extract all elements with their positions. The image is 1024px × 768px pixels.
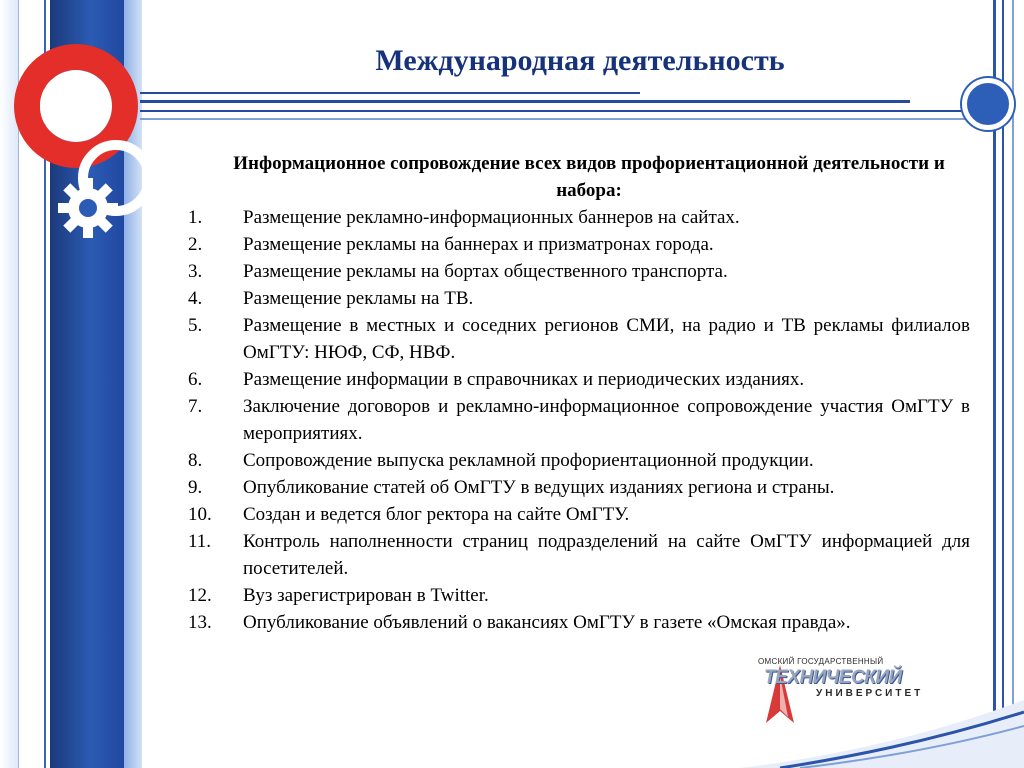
university-logo	[758, 655, 944, 725]
item-number: 6.	[188, 369, 203, 390]
logo-line-3: УНИВЕРСИТЕТ	[816, 688, 924, 699]
header-rule	[140, 92, 640, 94]
intro-heading: Информационное сопровождение всех видов профориентационной деятельности и набора:	[233, 153, 945, 201]
item-number: 3.	[188, 261, 203, 282]
list-item	[188, 285, 970, 312]
slide-content	[188, 150, 970, 636]
item-number: 9.	[188, 477, 203, 498]
item-number: 8.	[188, 450, 203, 471]
list-item	[188, 609, 970, 636]
item-text: Создан и ведется блог ректора на сайте ОмГТУ.	[243, 504, 630, 525]
item-number: 12.	[188, 585, 212, 606]
item-text: Размещение рекламно-информационных баннеров на сайтах.	[243, 207, 740, 228]
item-number: 4.	[188, 288, 203, 309]
header-rule	[140, 118, 1010, 120]
logo-line-2: ТЕХНИЧЕСКИЙ	[764, 667, 902, 688]
item-text: Опубликование объявлений о вакансиях ОмГТУ в газете «Омская правда».	[243, 612, 851, 633]
list-item	[188, 312, 970, 366]
list-item	[188, 231, 970, 258]
list-item	[188, 258, 970, 285]
item-text: Сопровождение выпуска рекламной профориентационной продукции.	[243, 450, 814, 471]
list-item	[188, 582, 970, 609]
item-text: Заключение договоров и рекламно-информационное сопровождение участия ОмГТУ в мероприятиях.	[243, 396, 970, 444]
item-number: 7.	[188, 396, 203, 417]
item-text: Размещение рекламы на бортах общественного транспорта.	[243, 261, 728, 282]
item-number: 10.	[188, 504, 212, 525]
item-text: Размещение рекламы на ТВ.	[243, 288, 474, 309]
item-number: 5.	[188, 315, 203, 336]
logo-line-1: ОМСКИЙ ГОСУДАРСТВЕННЫЙ	[758, 657, 884, 666]
activity-list	[188, 204, 970, 636]
list-item	[188, 528, 970, 582]
gear-icon	[52, 172, 124, 244]
blue-dot-decoration	[962, 78, 1014, 130]
item-number: 11.	[188, 531, 212, 552]
item-text: Размещение рекламы на баннерах и призматронах города.	[243, 234, 714, 255]
item-text: Вуз зарегистрирован в Twitter.	[243, 585, 489, 606]
list-item	[188, 501, 970, 528]
item-text: Опубликование статей об ОмГТУ в ведущих изданиях региона и страны.	[243, 477, 835, 498]
list-item	[188, 393, 970, 447]
list-item	[188, 447, 970, 474]
right-rule	[1012, 0, 1014, 768]
item-text: Размещение в местных и соседних регионов СМИ, на радио и ТВ рекламы филиалов ОмГТУ: НЮФ, СФ, НВФ.	[243, 315, 970, 363]
list-item	[188, 366, 970, 393]
list-item	[188, 204, 970, 231]
slide-title: Международная деятельность	[375, 44, 785, 77]
item-text: Контроль наполненности страниц подразделений на сайте ОмГТУ информацией для посетителей.	[243, 531, 970, 579]
item-number: 2.	[188, 234, 203, 255]
red-ring-hole	[40, 70, 112, 142]
header-rule	[140, 100, 910, 103]
item-number: 13.	[188, 612, 212, 633]
header-rule	[140, 110, 1000, 112]
item-text: Размещение информации в справочниках и периодических изданиях.	[243, 369, 805, 390]
list-item	[188, 474, 970, 501]
item-number: 1.	[188, 207, 203, 228]
